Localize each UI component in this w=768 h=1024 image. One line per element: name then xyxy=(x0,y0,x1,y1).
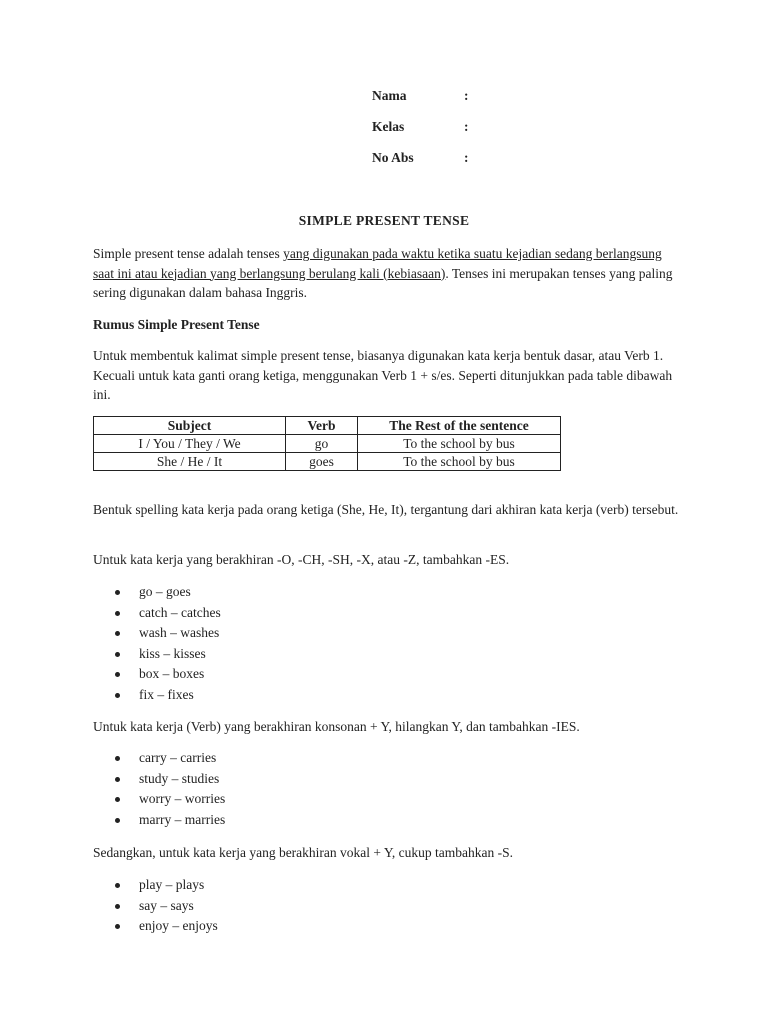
list-item-text: play – plays xyxy=(139,877,205,892)
list-item-text: worry – worries xyxy=(139,791,226,806)
bullet-icon xyxy=(115,883,120,888)
nama-row xyxy=(372,88,469,104)
table-cell: I / You / They / We xyxy=(94,435,286,453)
bullet-icon xyxy=(115,693,120,698)
table-cell: To the school by bus xyxy=(358,435,561,453)
list-item xyxy=(93,789,225,810)
rumus-heading: Rumus Simple Present Tense xyxy=(93,317,260,332)
list-item-text: carry – carries xyxy=(139,750,217,765)
intro-text-start: Simple present tense adalah tenses xyxy=(93,246,284,261)
bullet-icon xyxy=(115,797,120,802)
table-cell: goes xyxy=(286,453,358,471)
bullet-icon xyxy=(115,652,120,657)
list-item xyxy=(93,769,225,790)
nama-colon: : xyxy=(464,88,469,103)
list-item xyxy=(93,623,221,644)
table-cell: go xyxy=(286,435,358,453)
table-cell: To the school by bus xyxy=(358,453,561,471)
bullet-icon xyxy=(115,924,120,929)
list-item xyxy=(93,664,221,685)
spelling-paragraph: Bentuk spelling kata kerja pada orang ketiga (She, He, It), tergantung dari akhiran kata kerja (verb) tersebut. xyxy=(93,502,679,517)
noabs-colon: : xyxy=(464,150,469,165)
bullet-icon xyxy=(115,611,120,616)
list-item-text: say – says xyxy=(139,897,194,913)
list-item-text: box – boxes xyxy=(139,666,205,681)
table-row xyxy=(94,453,561,471)
rumus-paragraph: Untuk membentuk kalimat simple present tense, biasanya digunakan kata kerja bentuk dasar, atau Verb 1. Kecuali untuk kata ganti orang ketiga, menggunakan Verb 1 + s/es. Seperti ditunjukkan pada table dibawah ini. xyxy=(93,348,673,402)
table-header-row xyxy=(94,417,561,435)
list-item-text: kiss – kisses xyxy=(139,645,206,661)
table-header-cell: The Rest of the sentence xyxy=(358,417,561,435)
list-item xyxy=(93,896,218,917)
list-item xyxy=(93,582,221,603)
list-item-text: marry – marries xyxy=(139,811,226,827)
bullet-icon xyxy=(115,631,120,636)
list-item-text: fix – fixes xyxy=(139,686,194,702)
list-item xyxy=(93,644,221,665)
ies-list xyxy=(93,748,225,830)
noabs-label: No Abs xyxy=(372,150,414,165)
kelas-label: Kelas xyxy=(372,119,405,134)
table-header-cell: Verb xyxy=(286,417,358,435)
s-list xyxy=(93,875,218,937)
list-item-text: study – studies xyxy=(139,770,220,786)
list-item-text: enjoy – enjoys xyxy=(139,918,218,933)
kelas-colon: : xyxy=(464,119,469,134)
bullet-icon xyxy=(115,590,120,595)
es-rule: Untuk kata kerja yang berakhiran -O, -CH, -SH, -X, atau -Z, tambahkan -ES. xyxy=(93,552,510,567)
list-item xyxy=(93,603,221,624)
bullet-icon xyxy=(115,904,120,909)
list-item xyxy=(93,916,218,937)
bullet-icon xyxy=(115,756,120,761)
tense-table xyxy=(93,416,561,471)
kelas-row xyxy=(372,119,469,135)
list-item-text: catch – catches xyxy=(139,604,221,620)
list-item-text: go – goes xyxy=(139,584,191,599)
bullet-icon xyxy=(115,672,120,677)
document-title: SIMPLE PRESENT TENSE xyxy=(298,213,470,228)
table-cell: She / He / It xyxy=(94,453,286,471)
list-item xyxy=(93,685,221,706)
table-row xyxy=(94,435,561,453)
table-header-cell: Subject xyxy=(94,417,286,435)
list-item xyxy=(93,810,225,831)
noabs-row xyxy=(372,150,469,166)
list-item xyxy=(93,748,225,769)
list-item xyxy=(93,875,218,896)
intro-paragraph xyxy=(93,244,683,303)
intro-underlined-text: yang digunakan pada waktu ketika suatu kejadian sedang berlangsung saat ini atau kejadian yang berlangsung berulang kali (kebiasaan) xyxy=(93,246,662,281)
s-rule: Sedangkan, untuk kata kerja yang berakhiran vokal + Y, cukup tambahkan -S. xyxy=(93,845,513,860)
bullet-icon xyxy=(115,777,120,782)
list-item-text: wash – washes xyxy=(139,625,220,640)
bullet-icon xyxy=(115,818,120,823)
ies-rule: Untuk kata kerja (Verb) yang berakhiran konsonan + Y, hilangkan Y, dan tambahkan -IES. xyxy=(93,719,580,734)
es-list xyxy=(93,582,221,705)
intro-text-end: . Tenses ini merupakan tenses yang paling sering digunakan dalam bahasa Inggris. xyxy=(93,265,673,300)
nama-label: Nama xyxy=(372,88,407,103)
